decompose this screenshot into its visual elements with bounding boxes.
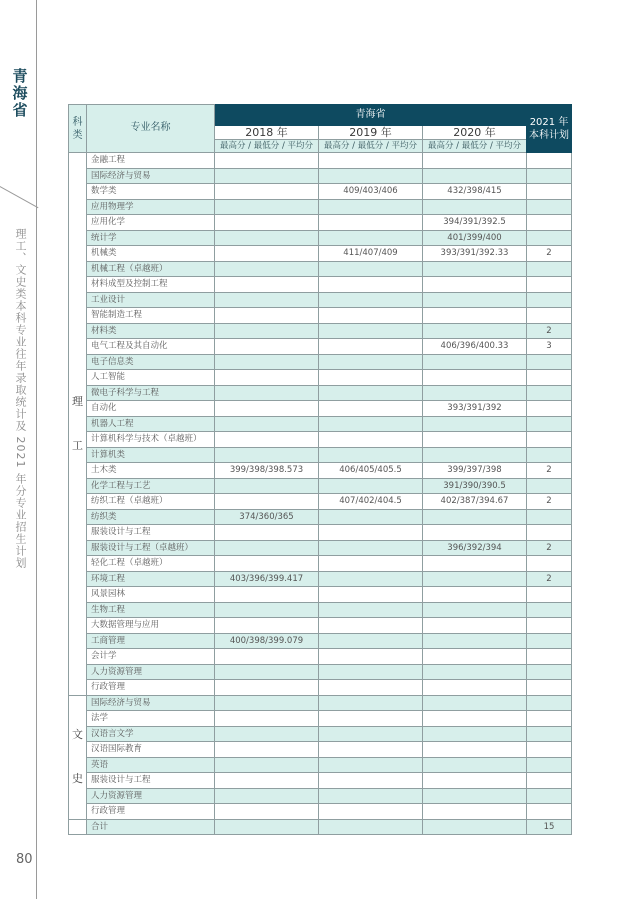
plan-2021 <box>527 788 572 804</box>
score-2019: 411/407/409 <box>319 246 423 262</box>
score-2020 <box>423 587 527 603</box>
score-2018 <box>215 153 319 169</box>
score-2018 <box>215 246 319 262</box>
score-2019 <box>319 199 423 215</box>
major-name: 国际经济与贸易 <box>87 168 215 184</box>
table-row <box>69 153 572 169</box>
score-2019 <box>319 664 423 680</box>
score-2018 <box>215 168 319 184</box>
province-label: 青海省 <box>12 67 28 119</box>
score-2018: 399/398/398.573 <box>215 463 319 479</box>
table-row <box>69 168 572 184</box>
plan-2021 <box>527 308 572 324</box>
score-2020: 399/397/398 <box>423 463 527 479</box>
plan-2021 <box>527 385 572 401</box>
plan-2021 <box>527 633 572 649</box>
score-2020 <box>423 385 527 401</box>
year-2020-header: 2020 年 <box>423 126 527 140</box>
score-2019 <box>319 323 423 339</box>
table-row <box>69 261 572 277</box>
admission-table <box>68 104 572 835</box>
score-2018 <box>215 726 319 742</box>
score-2018 <box>215 416 319 432</box>
score-2019 <box>319 804 423 820</box>
major-name: 机械工程（卓越班） <box>87 261 215 277</box>
score-2020 <box>423 773 527 789</box>
score-2018 <box>215 664 319 680</box>
plan-2021 <box>527 354 572 370</box>
score-2020 <box>423 711 527 727</box>
score-2018 <box>215 401 319 417</box>
table-row <box>69 773 572 789</box>
score-2020 <box>423 292 527 308</box>
major-name: 计算机科学与技术（卓越班） <box>87 432 215 448</box>
major-name: 智能制造工程 <box>87 308 215 324</box>
major-name: 自动化 <box>87 401 215 417</box>
major-name: 大数据管理与应用 <box>87 618 215 634</box>
score-2018 <box>215 447 319 463</box>
major-name: 金融工程 <box>87 153 215 169</box>
score-2020 <box>423 633 527 649</box>
score-2018 <box>215 184 319 200</box>
plan-2021 <box>527 447 572 463</box>
table-row <box>69 556 572 572</box>
score-2019 <box>319 215 423 231</box>
plan-2021 <box>527 370 572 386</box>
table-row <box>69 478 572 494</box>
score-2018 <box>215 788 319 804</box>
major-name: 国际经济与贸易 <box>87 695 215 711</box>
score-2018 <box>215 804 319 820</box>
score-2018 <box>215 742 319 758</box>
score-2019 <box>319 230 423 246</box>
plan-2021: 2 <box>527 571 572 587</box>
plan-2021: 3 <box>527 339 572 355</box>
score-2019 <box>319 416 423 432</box>
score-2018 <box>215 602 319 618</box>
empty-cell <box>319 819 423 835</box>
major-name: 服装设计与工程 <box>87 773 215 789</box>
plan-2021 <box>527 649 572 665</box>
score-2019 <box>319 773 423 789</box>
score-2020 <box>423 571 527 587</box>
score-2018 <box>215 261 319 277</box>
major-name: 电气工程及其自动化 <box>87 339 215 355</box>
plan-2021 <box>527 757 572 773</box>
plan-2021 <box>527 168 572 184</box>
table-row <box>69 804 572 820</box>
plan-2021 <box>527 401 572 417</box>
page-number: 80 <box>16 852 33 867</box>
score-2020 <box>423 804 527 820</box>
score-2018 <box>215 370 319 386</box>
score-2019 <box>319 354 423 370</box>
score-2020 <box>423 757 527 773</box>
table-row <box>69 602 572 618</box>
score-2019 <box>319 432 423 448</box>
plan-2021 <box>527 292 572 308</box>
score-2018: 400/398/399.079 <box>215 633 319 649</box>
score-2019 <box>319 277 423 293</box>
major-name: 汉语国际教育 <box>87 742 215 758</box>
table-row <box>69 401 572 417</box>
major-name: 人力资源管理 <box>87 664 215 680</box>
major-name: 土木类 <box>87 463 215 479</box>
table-row <box>69 416 572 432</box>
table-row <box>69 292 572 308</box>
major-name: 统计学 <box>87 230 215 246</box>
score-2019 <box>319 618 423 634</box>
plan-2021 <box>527 261 572 277</box>
score-2018 <box>215 292 319 308</box>
score-2020 <box>423 664 527 680</box>
score-2018 <box>215 199 319 215</box>
score-2018 <box>215 277 319 293</box>
score-2020 <box>423 308 527 324</box>
score-2020 <box>423 416 527 432</box>
plan-2021 <box>527 726 572 742</box>
score-2019 <box>319 711 423 727</box>
table-row <box>69 246 572 262</box>
score-2018 <box>215 695 319 711</box>
table-row <box>69 587 572 603</box>
major-name: 计算机类 <box>87 447 215 463</box>
major-name: 服装设计与工程 <box>87 525 215 541</box>
score-2018: 403/396/399.417 <box>215 571 319 587</box>
table-row <box>69 354 572 370</box>
score-2020: 406/396/400.33 <box>423 339 527 355</box>
table-row <box>69 199 572 215</box>
major-name: 环境工程 <box>87 571 215 587</box>
table-row <box>69 339 572 355</box>
plan-2021 <box>527 215 572 231</box>
score-2018 <box>215 711 319 727</box>
score-2020 <box>423 649 527 665</box>
plan-2021 <box>527 230 572 246</box>
score-2018 <box>215 556 319 572</box>
plan-2021 <box>527 153 572 169</box>
major-name: 材料成型及控制工程 <box>87 277 215 293</box>
score-2019: 407/402/404.5 <box>319 494 423 510</box>
score-2019 <box>319 308 423 324</box>
score-2019 <box>319 509 423 525</box>
plan-2021 <box>527 556 572 572</box>
score-2020 <box>423 556 527 572</box>
total-row <box>69 819 572 835</box>
plan-2021 <box>527 773 572 789</box>
plan-2021 <box>527 804 572 820</box>
score-2020: 396/392/394 <box>423 540 527 556</box>
score-2019 <box>319 556 423 572</box>
plan-2021: 2 <box>527 540 572 556</box>
score-2019 <box>319 370 423 386</box>
score-2019 <box>319 261 423 277</box>
plan-2021 <box>527 509 572 525</box>
empty-cell <box>423 819 527 835</box>
score-2020 <box>423 788 527 804</box>
table-row <box>69 695 572 711</box>
score-2018 <box>215 478 319 494</box>
major-name: 工业设计 <box>87 292 215 308</box>
score-2020 <box>423 199 527 215</box>
plan-2021 <box>527 742 572 758</box>
score-2019 <box>319 401 423 417</box>
empty-cell <box>215 819 319 835</box>
score-2019 <box>319 602 423 618</box>
score-2018 <box>215 323 319 339</box>
plan-2021 <box>527 416 572 432</box>
plan-2021 <box>527 695 572 711</box>
score-2018 <box>215 680 319 696</box>
total-label: 合计 <box>87 819 215 835</box>
table-row <box>69 525 572 541</box>
plan-2021 <box>527 478 572 494</box>
table-row <box>69 757 572 773</box>
table-row <box>69 540 572 556</box>
score-2020: 393/391/392.33 <box>423 246 527 262</box>
score-2020: 391/390/390.5 <box>423 478 527 494</box>
category-cell: 理 工 <box>69 153 87 696</box>
score-2019 <box>319 726 423 742</box>
major-name: 英语 <box>87 757 215 773</box>
major-name: 应用化学 <box>87 215 215 231</box>
score-2018 <box>215 494 319 510</box>
major-name: 风景园林 <box>87 587 215 603</box>
plan-2021: 2 <box>527 463 572 479</box>
page-margin-rule <box>36 0 37 899</box>
table-row <box>69 509 572 525</box>
score-2020 <box>423 277 527 293</box>
score-2018 <box>215 354 319 370</box>
table-row <box>69 726 572 742</box>
score-2020: 394/391/392.5 <box>423 215 527 231</box>
plan-2021 <box>527 199 572 215</box>
score-2019 <box>319 168 423 184</box>
score-2020 <box>423 168 527 184</box>
major-name: 微电子科学与工程 <box>87 385 215 401</box>
score-2018 <box>215 540 319 556</box>
score-2018 <box>215 587 319 603</box>
score-2018 <box>215 773 319 789</box>
major-name: 应用物理学 <box>87 199 215 215</box>
score-2018 <box>215 618 319 634</box>
major-name: 轻化工程（卓越班） <box>87 556 215 572</box>
score-2020 <box>423 680 527 696</box>
category-cell <box>69 819 87 835</box>
score-subheader: 最高分 / 最低分 / 平均分 <box>215 140 319 153</box>
table-row <box>69 463 572 479</box>
score-2019 <box>319 742 423 758</box>
score-subheader: 最高分 / 最低分 / 平均分 <box>319 140 423 153</box>
score-2019 <box>319 339 423 355</box>
major-name: 人力资源管理 <box>87 788 215 804</box>
province-header: 青海省 <box>215 105 527 126</box>
major-name: 服装设计与工程（卓越班） <box>87 540 215 556</box>
decorative-diagonal-line <box>0 186 38 208</box>
table-row <box>69 432 572 448</box>
score-2018 <box>215 215 319 231</box>
major-name: 行政管理 <box>87 804 215 820</box>
table-row <box>69 664 572 680</box>
table-row <box>69 184 572 200</box>
table-row <box>69 680 572 696</box>
plan-2021: 2 <box>527 246 572 262</box>
score-2019 <box>319 695 423 711</box>
score-2018 <box>215 432 319 448</box>
plan-2021: 2 <box>527 494 572 510</box>
major-name: 汉语言文学 <box>87 726 215 742</box>
score-2020: 401/399/400 <box>423 230 527 246</box>
table-row <box>69 633 572 649</box>
score-2020: 432/398/415 <box>423 184 527 200</box>
score-2019 <box>319 447 423 463</box>
score-2019: 406/405/405.5 <box>319 463 423 479</box>
table-body <box>69 153 572 835</box>
score-2020: 402/387/394.67 <box>423 494 527 510</box>
plan-2021 <box>527 618 572 634</box>
major-name: 人工智能 <box>87 370 215 386</box>
score-2019 <box>319 571 423 587</box>
major-name: 生物工程 <box>87 602 215 618</box>
score-2020 <box>423 742 527 758</box>
table-row <box>69 215 572 231</box>
score-2018 <box>215 385 319 401</box>
score-2020 <box>423 153 527 169</box>
score-2019 <box>319 153 423 169</box>
score-2020 <box>423 618 527 634</box>
score-2019 <box>319 680 423 696</box>
table-row <box>69 494 572 510</box>
table-row <box>69 277 572 293</box>
table-row <box>69 711 572 727</box>
score-2018 <box>215 757 319 773</box>
table-row <box>69 649 572 665</box>
score-2020 <box>423 509 527 525</box>
major-name: 纺织类 <box>87 509 215 525</box>
table-row <box>69 788 572 804</box>
major-name: 数学类 <box>87 184 215 200</box>
table-row <box>69 323 572 339</box>
major-name: 电子信息类 <box>87 354 215 370</box>
plan-2021 <box>527 525 572 541</box>
score-2018 <box>215 649 319 665</box>
major-name: 化学工程与工艺 <box>87 478 215 494</box>
table-row <box>69 447 572 463</box>
plan-2021 <box>527 184 572 200</box>
score-2020 <box>423 370 527 386</box>
score-2018 <box>215 525 319 541</box>
table-row <box>69 742 572 758</box>
score-2020 <box>423 447 527 463</box>
plan-2021 <box>527 711 572 727</box>
score-2020 <box>423 261 527 277</box>
table-row <box>69 308 572 324</box>
category-cell: 文 史 <box>69 695 87 819</box>
score-2019 <box>319 478 423 494</box>
table-row <box>69 618 572 634</box>
score-2019 <box>319 757 423 773</box>
score-2018 <box>215 230 319 246</box>
year-2019-header: 2019 年 <box>319 126 423 140</box>
major-name: 工商管理 <box>87 633 215 649</box>
score-2019 <box>319 587 423 603</box>
score-2020 <box>423 695 527 711</box>
category-header: 科 类 <box>69 105 87 153</box>
plan-header: 2021 年 本科计划 <box>527 105 572 153</box>
score-2020 <box>423 354 527 370</box>
major-name: 纺织工程（卓越班） <box>87 494 215 510</box>
major-name: 行政管理 <box>87 680 215 696</box>
major-name: 材料类 <box>87 323 215 339</box>
score-subheader: 最高分 / 最低分 / 平均分 <box>423 140 527 153</box>
score-2019 <box>319 788 423 804</box>
plan-2021 <box>527 432 572 448</box>
total-plan: 15 <box>527 819 572 835</box>
year-2018-header: 2018 年 <box>215 126 319 140</box>
table-row <box>69 385 572 401</box>
score-2019 <box>319 633 423 649</box>
score-2020 <box>423 323 527 339</box>
major-header: 专业名称 <box>87 105 215 153</box>
score-2019 <box>319 649 423 665</box>
score-2020 <box>423 525 527 541</box>
score-2019: 409/403/406 <box>319 184 423 200</box>
section-title: 理工、文史类本科专业往年录取统计及 2021 年分专业招生计划 <box>14 228 27 569</box>
major-name: 会计学 <box>87 649 215 665</box>
major-name: 机械类 <box>87 246 215 262</box>
score-2019 <box>319 385 423 401</box>
plan-2021: 2 <box>527 323 572 339</box>
score-2018: 374/360/365 <box>215 509 319 525</box>
score-2020: 393/391/392 <box>423 401 527 417</box>
score-2020 <box>423 726 527 742</box>
score-2018 <box>215 339 319 355</box>
score-2019 <box>319 540 423 556</box>
table-row <box>69 230 572 246</box>
score-2020 <box>423 432 527 448</box>
table-row <box>69 571 572 587</box>
score-2018 <box>215 308 319 324</box>
plan-2021 <box>527 680 572 696</box>
score-2019 <box>319 292 423 308</box>
plan-2021 <box>527 587 572 603</box>
major-name: 法学 <box>87 711 215 727</box>
plan-2021 <box>527 277 572 293</box>
plan-2021 <box>527 602 572 618</box>
major-name: 机器人工程 <box>87 416 215 432</box>
plan-2021 <box>527 664 572 680</box>
score-2019 <box>319 525 423 541</box>
score-2020 <box>423 602 527 618</box>
table-row <box>69 370 572 386</box>
